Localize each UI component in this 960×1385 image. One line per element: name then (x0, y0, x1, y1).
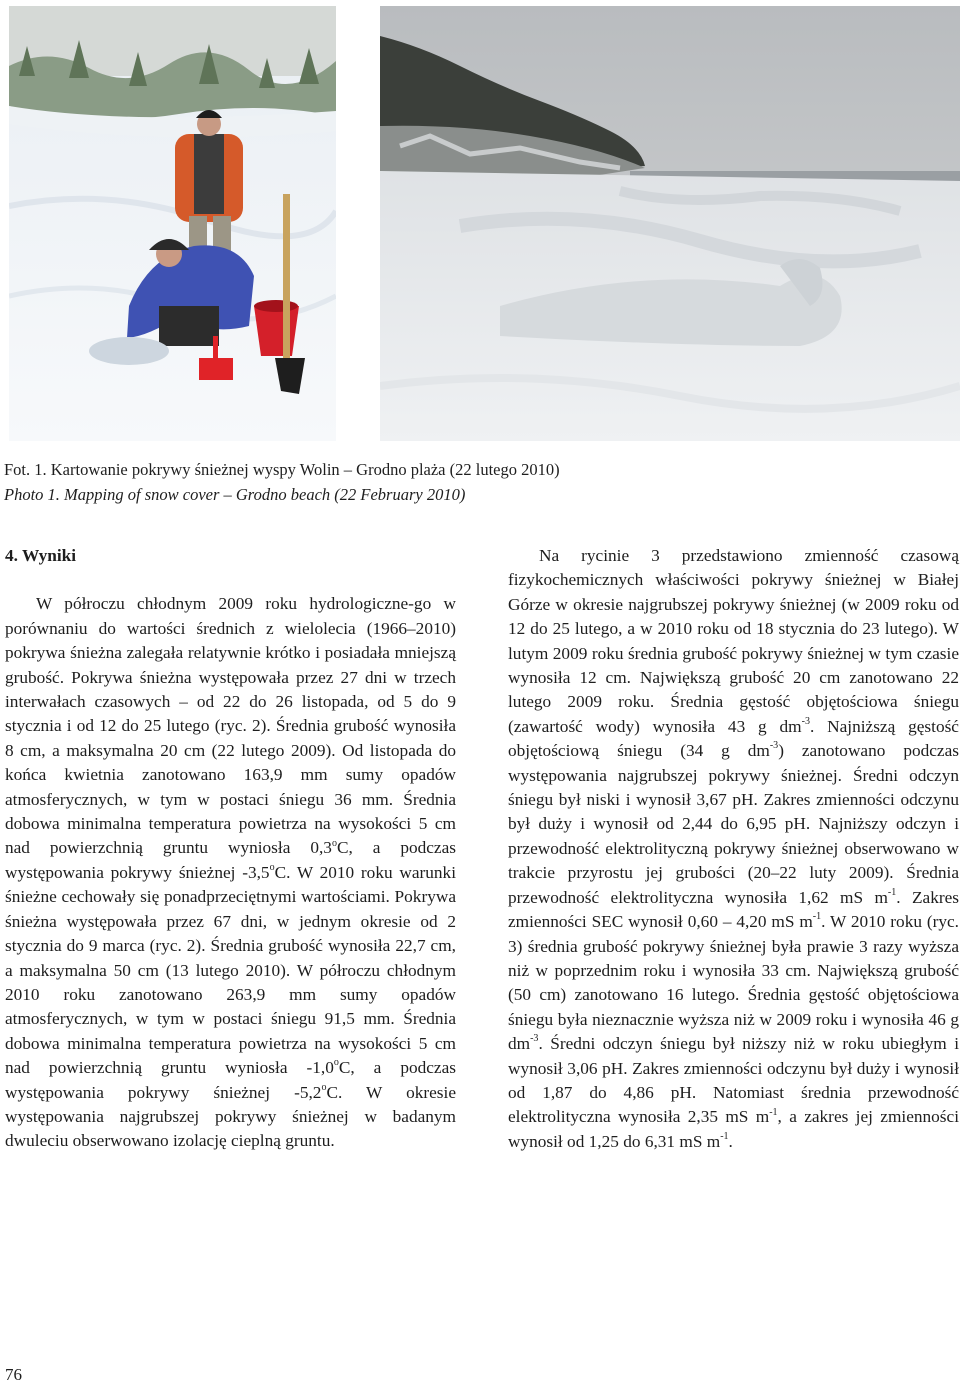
text-segment: C. W 2010 roku warunki śnieżne cechowały się ponadprzeciętnymi wartościami. Pokrywa śnieżna występowała przez 67 dni, w jednym okresie od 2 stycznia do 9 marca (ryc. 2). Średnia grubość wynosiła 22,7 cm, a maksymalna 50 cm (13 lutego 2010). W półroczu chłodnym 2010 roku zanotowano 263,9 mm sumy opadów atmosferycznych, w tym w postaci śniegu 91,5 mm. Średnia dobowa minimalna temperatura powietrza na wysokości 5 cm nad powierzchnią gruntu wyniosła -1,0 (5, 862, 456, 1078)
text-segment: W półroczu chłodnym 2009 roku hydrologiczne-go w porównaniu do wartości średnich z wielolecia (1966–2010) pokrywa śnieżna zalegała relatywnie krótko i posiadała mniejszą grubość. Pokrywa śnieżna występowała przez 27 dni w trzech interwałach czasowych – od 22 do 26 listopada, od 5 do 9 stycznia i od 12 do 25 lutego (ryc. 2). Średnia grubość wynosiła 8 cm, a maksymalna 20 cm (22 lutego 2009). Od listopada do końca kwietnia zanotowano 163,9 mm sumy opadów atmosferycznych, w tym w postaci śniegu 36 mm. Średnia dobowa minimalna temperatura powietrza na wysokości 5 cm nad powierzchnią gruntu wyniosła 0,3 (5, 594, 456, 858)
text-segment: . W 2010 roku (ryc. 3) średnia grubość pokrywy śnieżnej była prawie 3 razy wyższa niż w poprzednim roku i wynosiła 33 cm. Największą grubość (50 cm) zanotowano 16 lutego. Średnia gęstość objętościowa śniegu była nieznacznie wyższa niż w 2009 roku i wynosiła 46 g dm (508, 912, 959, 1054)
degree-superscript: o (321, 1081, 327, 1093)
degree-superscript: o (331, 837, 337, 849)
unit-superscript: -1 (720, 1130, 729, 1142)
unit-superscript: -3 (769, 740, 779, 752)
text-segment: C, a podczas występowania pokrywy śnieżnej -3,5 (5, 838, 456, 882)
photo-snow-mapping (9, 6, 336, 441)
degree-superscript: o (333, 1057, 339, 1069)
text-segment: . (728, 1131, 733, 1151)
text-segment: C. W okresie występowania najgrubszej pokrywy śnieżnej w badanym dwuleciu obserwowano izolację cieplną gruntu. (5, 1082, 456, 1151)
photo-grodno-beach-image (380, 6, 960, 441)
unit-superscript: -3 (801, 716, 810, 728)
paragraph-results-left (5, 592, 456, 1153)
degree-superscript: o (269, 862, 275, 874)
photo-snow-mapping-image (9, 6, 336, 441)
text-segment: . Średni odczyn śniegu był niższy niż w roku ubiegłym i wynosił 3,06 pH. Zakres zmienności odczynu był duży i wynosił od 1,87 do 4,86 pH. Natomiast średnia przewodność elektrolityczna wynosiła 2,35 mS m (508, 1034, 959, 1127)
section-heading: 4. Wyniki (5, 546, 77, 565)
text-column-right (508, 544, 959, 1154)
page-number: 76 (5, 1365, 22, 1384)
photo-caption-english: Photo 1. Mapping of snow cover – Grodno beach (22 February 2010) (4, 485, 466, 504)
text-segment: C, a podczas występowania pokrywy śnieżnej -5,2 (5, 1058, 456, 1102)
unit-superscript: -3 (530, 1033, 539, 1045)
text-segment: ) zanotowano podczas występowania najgrubszej pokrywy śnieżnej. Średni odczyn śniegu był niski i wynosił 3,67 pH. Zakres zmienności odczynu był duży i wynosił od 2,44 do 6,95 pH. Najniższy odczyn i przewodność elektrolityczną pokrywy śnieżnej obserwowano w trakcie przyrostu jej grubości (20–22 luty 2009). Średnia przewodność elektrolityczna wynosiła 1,62 mS m (508, 741, 959, 907)
text-segment: Na rycinie 3 przedstawiono zmienność czasową fizykochemicznych właściwości pokrywy śnieżnej w Białej Górze w okresie najgrubszej pokrywy śnieżnej (w 2009 roku od 12 do 25 lutego, a w 2010 roku od 18 stycznia do 23 lutego). W lutym 2009 roku średnia grubość pokrywy śnieżnej w tym czasie wynosiła 12 cm. Największą grubość 20 cm zanotowano 22 lutego 2009 roku. Średnia gęstość objętościowa śniegu (zawartość wody) wynosiła 43 g dm (508, 546, 959, 736)
unit-superscript: -1 (887, 886, 897, 898)
photo-caption-polish: Fot. 1. Kartowanie pokrywy śnieżnej wyspy Wolin – Grodno plaża (22 lutego 2010) (4, 460, 560, 479)
text-segment: , a zakres jej zmienności wynosił od 1,25 do 6,31 mS m (508, 1107, 959, 1151)
unit-superscript: -1 (769, 1106, 778, 1118)
text-column-left (5, 544, 456, 1154)
text-segment: . Zakres zmienności SEC wynosił 0,60 – 4,20 mS m (508, 887, 959, 932)
photo-grodno-beach (380, 6, 960, 441)
paragraph-results-right (508, 544, 959, 1154)
text-segment: . Najniższą gęstość objętościową śniegu (34 g dm (508, 716, 959, 761)
unit-superscript: -1 (812, 911, 822, 923)
